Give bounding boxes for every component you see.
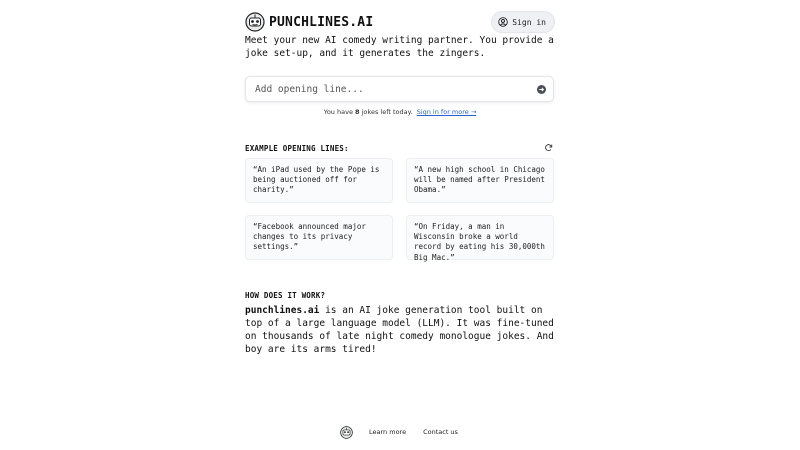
how-it-works-body: is an AI joke generation tool built on top of a large language model (LLM). It was fine-tuned on thousands of late night comedy monologue jokes. And boy are its arms tired! xyxy=(245,305,554,355)
refresh-icon[interactable] xyxy=(544,143,553,152)
footer xyxy=(340,425,475,439)
sign-in-button[interactable] xyxy=(491,11,555,33)
brand-logo[interactable] xyxy=(245,11,373,33)
brand-name: PUNCHLINES.AI xyxy=(269,14,374,30)
how-it-works-text xyxy=(245,304,557,356)
robot-face-icon xyxy=(245,12,265,32)
user-circle-icon xyxy=(498,17,508,27)
header xyxy=(245,11,555,33)
opening-line-input[interactable] xyxy=(255,82,525,97)
examples-title: EXAMPLE OPENING LINES: xyxy=(245,144,349,153)
learn-more-link[interactable]: Learn more xyxy=(369,428,407,436)
sign-in-for-more-link[interactable]: Sign in for more → xyxy=(416,108,477,116)
quota-suffix: jokes left today. xyxy=(361,108,413,116)
brand-bold: punchlines.ai xyxy=(245,305,320,316)
arrow-circle-icon[interactable] xyxy=(537,85,546,94)
example-card[interactable]: “On Friday, a man in Wisconsin broke a world record by eating his 30,000th Big Mac.” xyxy=(406,215,554,260)
example-card[interactable]: “An iPad used by the Pope is being auctioned off for charity.” xyxy=(245,158,393,203)
contact-us-link[interactable]: Contact us xyxy=(423,428,458,436)
opening-line-field xyxy=(245,76,554,102)
quota-prefix: You have xyxy=(323,108,353,116)
quota-count: 8 xyxy=(355,108,360,116)
quota-text xyxy=(245,108,555,116)
sign-in-label: Sign in xyxy=(512,17,546,27)
example-card[interactable]: “A new high school in Chicago will be named after President Obama.” xyxy=(406,158,554,203)
how-it-works-title: HOW DOES IT WORK? xyxy=(245,291,326,300)
intro-text: Meet your new AI comedy writing partner. You provide a joke set-up, and it generates the zingers. xyxy=(245,35,554,59)
example-card[interactable]: “Facebook announced major changes to its privacy settings.” xyxy=(245,215,393,260)
robot-face-icon[interactable] xyxy=(340,426,353,439)
